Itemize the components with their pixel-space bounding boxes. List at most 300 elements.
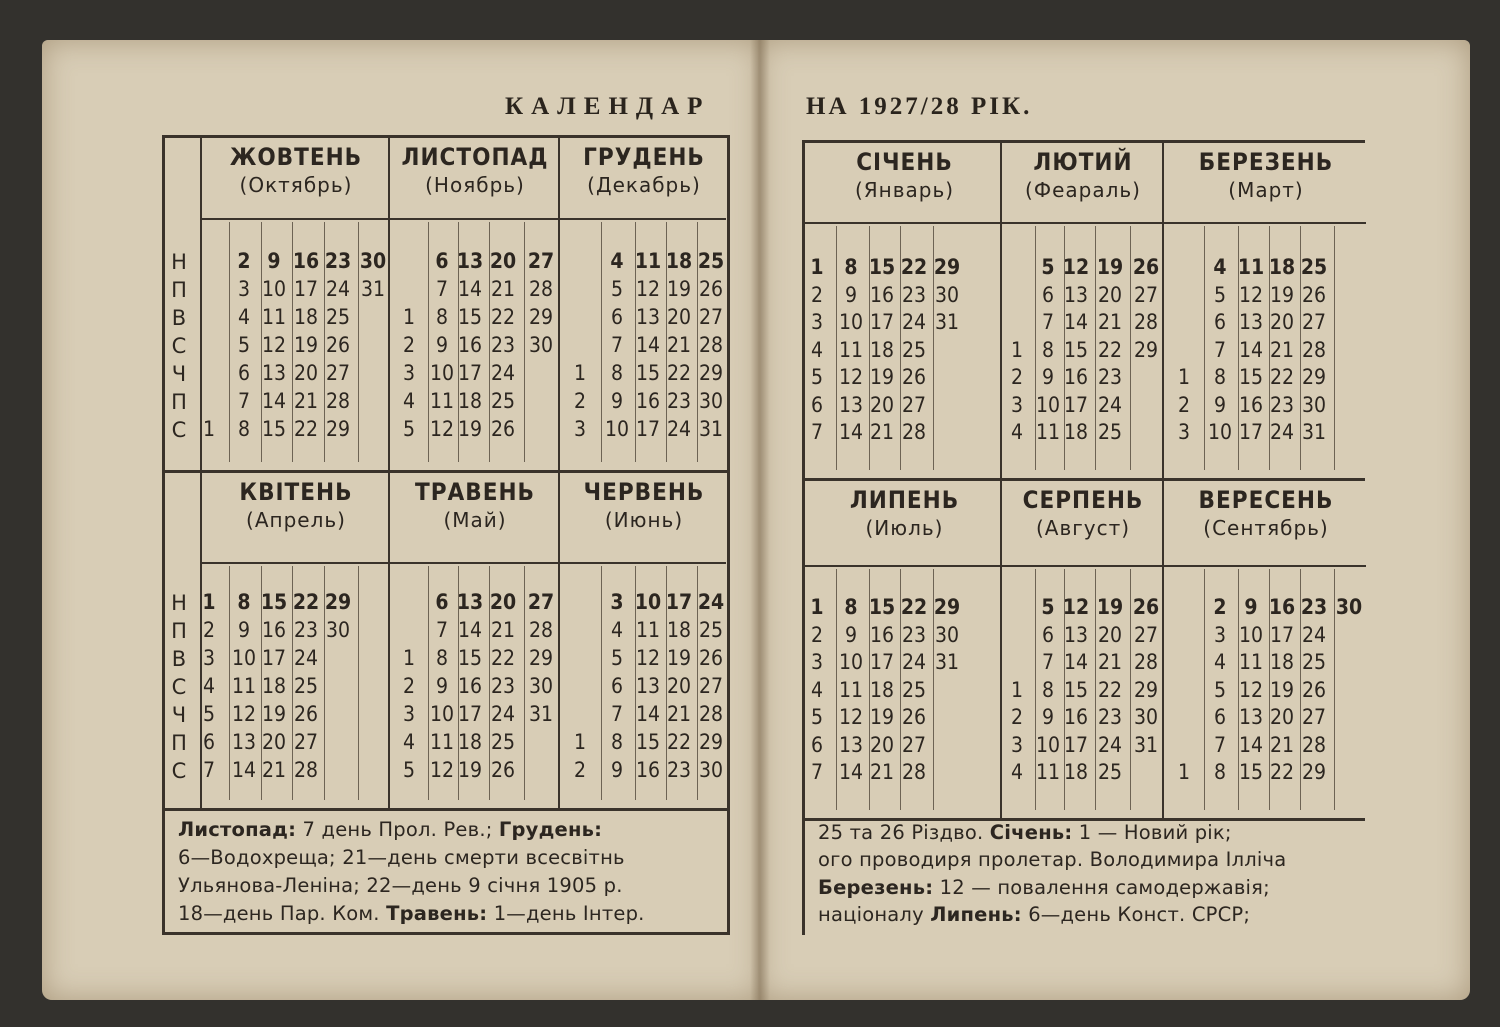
right-note-b2: Липень: [930, 903, 1022, 926]
right-note-line [818, 848, 1286, 871]
day-cell: 1 [1010, 677, 1024, 702]
day-cell: 13 [838, 732, 864, 757]
day-cell: 23 [901, 282, 927, 307]
day-cell: 3 [237, 277, 251, 301]
day-cell: 13 [456, 249, 484, 273]
left-note-b2: Травень: [386, 902, 488, 925]
day-cell: 16 [635, 389, 661, 413]
day-cell: 11 [838, 337, 864, 362]
day-cell: 30 [325, 618, 351, 642]
day-cell: 28 [1133, 650, 1159, 674]
day-cell: 25 [1097, 420, 1123, 444]
day-cell: 7 [1213, 337, 1227, 362]
day-cell: 6 [435, 249, 449, 273]
day-cell: 19 [1269, 282, 1295, 307]
right-note-line [818, 903, 1250, 926]
day-cell: 29 [933, 255, 961, 279]
day-cell: 11 [1035, 420, 1061, 444]
day-cell: 5 [402, 417, 416, 441]
day-cell: 14 [457, 618, 483, 642]
day-cell: 12 [635, 646, 661, 670]
day-cell: 17 [635, 417, 661, 441]
day-cell: 3 [573, 417, 587, 441]
day-cell: 27 [1301, 705, 1327, 729]
day-cell: 13 [838, 392, 864, 417]
day-cell: 26 [1301, 677, 1327, 702]
day-cell: 4 [810, 337, 824, 362]
day-cell: 5 [1213, 282, 1227, 307]
day-cell: 16 [457, 333, 483, 357]
left-note-t2: 1—день Інтер. [487, 902, 645, 925]
day-cell: 23 [324, 249, 352, 273]
day-cell: 19 [1096, 255, 1124, 279]
day-cell: 26 [698, 646, 724, 670]
day-cell: 13 [1238, 705, 1264, 729]
day-cell: 31 [1301, 420, 1327, 444]
day-cell: 21 [490, 618, 516, 642]
day-cell: 24 [1269, 420, 1295, 444]
day-cell: 2 [202, 618, 216, 642]
day-cell: 19 [261, 702, 287, 726]
day-cell: 13 [635, 305, 661, 329]
day-cell: 18 [665, 249, 693, 273]
day-cell: 14 [838, 760, 864, 784]
right-note-t1: 12 — повалення самодержавія; [933, 876, 1270, 899]
day-cell: 20 [489, 249, 517, 273]
day-cell: 28 [1301, 337, 1327, 362]
day-cell: 1 [402, 646, 416, 670]
day-cell: 9 [267, 249, 281, 273]
month-sub: (Октябрь) [239, 173, 353, 197]
day-cell: 29 [933, 595, 961, 619]
day-cell: 15 [635, 361, 661, 385]
day-cell: 30 [934, 622, 960, 647]
day-cell: 24 [901, 650, 927, 674]
day-cell: 6 [202, 730, 216, 754]
day-cell: 1 [1177, 760, 1191, 784]
day-cell: 7 [237, 389, 251, 413]
day-cell: 7 [1213, 732, 1227, 757]
month-name: ЛИПЕНЬ [849, 486, 960, 514]
day-cell: 6 [1213, 705, 1227, 729]
day-cell: 9 [435, 674, 449, 698]
day-cell: 19 [457, 417, 483, 441]
day-cell: 18 [457, 730, 483, 754]
day-cell: 17 [293, 277, 319, 301]
day-cell: 4 [610, 618, 624, 642]
day-cell: 19 [457, 758, 483, 782]
day-cell: 3 [402, 702, 416, 726]
left-note-line [178, 818, 602, 841]
header-left: КАЛЕНДАР [505, 93, 711, 120]
day-cell: 11 [838, 677, 864, 702]
day-cell: 9 [1244, 595, 1258, 619]
day-cell: 22 [292, 590, 320, 614]
day-cell: 27 [293, 730, 319, 754]
left-note-t1: 7 день Прол. Рев.; [296, 818, 499, 841]
day-cell: 17 [1238, 420, 1264, 444]
day-cell: 6 [435, 590, 449, 614]
day-cell: 30 [528, 674, 554, 698]
day-cell: 2 [402, 674, 416, 698]
day-cell: 1 [402, 305, 416, 329]
day-cell: 5 [610, 277, 624, 301]
day-cell: 14 [1238, 732, 1264, 757]
day-cell: 11 [429, 389, 455, 413]
day-cell: 8 [844, 595, 858, 619]
day-cell: 9 [1213, 392, 1227, 417]
day-cell: 22 [900, 595, 928, 619]
day-cell: 24 [490, 702, 516, 726]
day-cell: 17 [1063, 732, 1089, 757]
left-note-t1: 18—день Пар. Ком. [178, 902, 387, 925]
day-cell: 21 [666, 333, 692, 357]
day-cell: 16 [1268, 595, 1296, 619]
day-cell: 14 [635, 702, 661, 726]
day-cell: 18 [666, 618, 692, 642]
day-cell: 27 [901, 732, 927, 757]
day-cell: 19 [869, 365, 895, 389]
day-cell: 23 [490, 333, 516, 357]
day-cell: 10 [429, 702, 455, 726]
day-cell: 26 [901, 365, 927, 389]
day-cell: 27 [1133, 282, 1159, 307]
month-sub: (Сентябрь) [1203, 516, 1329, 540]
day-cell: 14 [231, 758, 257, 782]
day-cell: 9 [1041, 365, 1055, 389]
right-note-t1: ого проводиря пролетар. Володимира Ілліча [818, 848, 1287, 871]
day-cell: 28 [901, 420, 927, 444]
day-cell: 12 [838, 365, 864, 389]
day-cell: 22 [1097, 677, 1123, 702]
day-cell: 3 [202, 646, 216, 670]
day-cell: 31 [934, 650, 960, 674]
day-cell: 21 [293, 389, 319, 413]
day-cell: 29 [325, 417, 351, 441]
month-sub: (Ноябрь) [425, 173, 525, 197]
day-cell: 24 [1097, 732, 1123, 757]
day-cell: 4 [402, 730, 416, 754]
day-cell: 24 [697, 590, 725, 614]
day-cell: 3 [1177, 420, 1191, 444]
day-cell: 26 [1301, 282, 1327, 307]
day-cell: 20 [869, 732, 895, 757]
day-cell: 3 [1213, 622, 1227, 647]
right-block1-col-sep [1162, 478, 1164, 818]
day-cell: 2 [573, 389, 587, 413]
right-block1-header-rule [805, 565, 1366, 567]
weekday-label: П [171, 390, 187, 414]
day-cell: 5 [237, 333, 251, 357]
day-cell: 29 [698, 361, 724, 385]
day-cell: 5 [402, 758, 416, 782]
day-cell: 16 [292, 249, 320, 273]
month-sub: (Апрель) [246, 508, 346, 532]
weekday-label: В [171, 306, 187, 330]
left-block0-col-sep [388, 135, 390, 470]
day-cell: 30 [1335, 595, 1363, 619]
day-cell: 17 [457, 702, 483, 726]
day-cell: 1 [573, 361, 587, 385]
day-cell: 14 [1063, 310, 1089, 334]
right-block0-top-rule [802, 140, 1365, 143]
day-cell: 20 [666, 305, 692, 329]
day-cell: 1 [1177, 365, 1191, 389]
day-cell: 5 [1213, 677, 1227, 702]
weekday-label: П [171, 278, 187, 302]
day-cell: 23 [1097, 705, 1123, 729]
day-cell: 8 [237, 417, 251, 441]
day-cell: 9 [844, 622, 858, 647]
day-cell: 20 [489, 590, 517, 614]
day-cell: 2 [402, 333, 416, 357]
left-note-t1: Ульянова-Леніна; 22—день 9 січня 1905 р. [178, 874, 623, 897]
day-cell: 15 [457, 305, 483, 329]
day-cell: 29 [1133, 337, 1159, 362]
day-cell: 7 [610, 333, 624, 357]
day-cell: 10 [838, 310, 864, 334]
day-cell: 15 [457, 646, 483, 670]
day-cell: 10 [838, 650, 864, 674]
day-cell: 4 [610, 249, 624, 273]
day-cell: 6 [610, 674, 624, 698]
day-cell: 1 [810, 255, 824, 279]
left-note-line [178, 874, 623, 897]
day-cell: 20 [1269, 705, 1295, 729]
day-cell: 11 [1035, 760, 1061, 784]
day-cell: 11 [261, 305, 287, 329]
day-cell: 20 [869, 392, 895, 417]
day-cell: 24 [1097, 392, 1123, 417]
day-cell: 24 [325, 277, 351, 301]
month-sub: (Феараль) [1025, 178, 1141, 202]
day-cell: 3 [1010, 732, 1024, 757]
day-cell: 16 [1238, 392, 1264, 417]
day-cell: 25 [1300, 255, 1328, 279]
day-cell: 21 [1097, 310, 1123, 334]
day-cell: 24 [490, 361, 516, 385]
day-cell: 6 [810, 392, 824, 417]
day-cell: 21 [1269, 337, 1295, 362]
day-cell: 11 [635, 618, 661, 642]
day-cell: 28 [698, 702, 724, 726]
month-name: ВЕРЕСЕНЬ [1198, 486, 1334, 514]
day-cell: 29 [324, 590, 352, 614]
day-cell: 25 [697, 249, 725, 273]
day-cell: 14 [261, 389, 287, 413]
day-cell: 29 [1301, 365, 1327, 389]
day-cell: 15 [1063, 337, 1089, 362]
day-cell: 27 [1133, 622, 1159, 647]
day-cell: 22 [1097, 337, 1123, 362]
month-name: СЕРПЕНЬ [1022, 486, 1144, 514]
day-cell: 14 [1063, 650, 1089, 674]
day-cell: 9 [435, 333, 449, 357]
day-cell: 27 [698, 305, 724, 329]
weekday-label: Н [171, 250, 187, 274]
day-cell: 21 [869, 420, 895, 444]
weekday-label: С [171, 334, 187, 358]
left-block0-header-rule [200, 218, 726, 220]
day-cell: 27 [901, 392, 927, 417]
left-note-t1: 6—Водохреща; 21—день смерти всесвітнь [178, 846, 625, 869]
day-cell: 8 [844, 255, 858, 279]
day-cell: 22 [490, 305, 516, 329]
weekday-label: С [171, 418, 187, 442]
day-cell: 22 [1269, 760, 1295, 784]
left-footer-rule [162, 808, 727, 811]
day-cell: 13 [1238, 310, 1264, 334]
day-cell: 13 [261, 361, 287, 385]
day-cell: 17 [1269, 622, 1295, 647]
day-cell: 22 [900, 255, 928, 279]
day-cell: 30 [1133, 705, 1159, 729]
day-cell: 8 [610, 730, 624, 754]
day-cell: 30 [1301, 392, 1327, 417]
day-cell: 29 [528, 646, 554, 670]
day-cell: 29 [698, 730, 724, 754]
day-cell: 10 [231, 646, 257, 670]
day-cell: 4 [1010, 420, 1024, 444]
day-cell: 12 [429, 758, 455, 782]
left-block1-header-rule [200, 562, 726, 564]
day-cell: 31 [360, 277, 386, 301]
left-block0-col-sep [558, 135, 560, 470]
day-cell: 16 [635, 758, 661, 782]
day-cell: 23 [901, 622, 927, 647]
day-cell: 7 [1041, 650, 1055, 674]
grid-rule [358, 566, 359, 800]
day-cell: 4 [237, 305, 251, 329]
day-cell: 28 [293, 758, 319, 782]
day-cell: 8 [435, 305, 449, 329]
day-cell: 13 [1063, 282, 1089, 307]
day-cell: 8 [1213, 760, 1227, 784]
day-cell: 27 [1301, 310, 1327, 334]
day-cell: 6 [610, 305, 624, 329]
month-sub: (Декабрь) [587, 173, 701, 197]
weekday-label: Н [171, 591, 187, 615]
day-cell: 14 [635, 333, 661, 357]
day-cell: 12 [838, 705, 864, 729]
day-cell: 3 [810, 650, 824, 674]
day-cell: 5 [1041, 255, 1055, 279]
day-cell: 5 [810, 705, 824, 729]
day-cell: 17 [457, 361, 483, 385]
day-cell: 8 [237, 590, 251, 614]
day-cell: 18 [869, 677, 895, 702]
right-note-t2: 1 — Новий рік; [1072, 821, 1232, 844]
day-cell: 17 [869, 310, 895, 334]
day-cell: 8 [1041, 677, 1055, 702]
weekday-label: Ч [171, 362, 187, 386]
day-cell: 16 [457, 674, 483, 698]
day-cell: 2 [1177, 392, 1191, 417]
month-name: ТРАВЕНЬ [415, 478, 535, 506]
day-cell: 14 [457, 277, 483, 301]
day-cell: 11 [429, 730, 455, 754]
day-cell: 20 [1269, 310, 1295, 334]
weekday-label: В [171, 647, 187, 671]
day-cell: 9 [844, 282, 858, 307]
day-cell: 11 [634, 249, 662, 273]
day-cell: 8 [1041, 337, 1055, 362]
day-cell: 16 [869, 622, 895, 647]
day-cell: 11 [231, 674, 257, 698]
month-name: ГРУДЕНЬ [583, 143, 705, 171]
right-note-line [818, 821, 1232, 844]
day-cell: 7 [435, 618, 449, 642]
day-cell: 15 [261, 417, 287, 441]
month-name: КВІТЕНЬ [239, 478, 353, 506]
day-cell: 9 [1041, 705, 1055, 729]
day-cell: 24 [293, 646, 319, 670]
day-cell: 21 [261, 758, 287, 782]
day-cell: 9 [237, 618, 251, 642]
right-note-line [818, 876, 1270, 899]
month-sub: (Январь) [854, 178, 955, 202]
left-note-line [178, 902, 645, 925]
day-cell: 28 [1133, 310, 1159, 334]
day-cell: 17 [869, 650, 895, 674]
day-cell: 30 [528, 333, 554, 357]
day-cell: 8 [435, 646, 449, 670]
day-cell: 7 [202, 758, 216, 782]
day-cell: 15 [1238, 365, 1264, 389]
day-cell: 12 [1062, 255, 1090, 279]
weekday-label: Ч [171, 703, 187, 727]
day-cell: 12 [429, 417, 455, 441]
day-cell: 15 [260, 590, 288, 614]
day-cell: 8 [1213, 365, 1227, 389]
weekday-label: С [171, 675, 187, 699]
day-cell: 20 [1097, 282, 1123, 307]
month-name: ЖОВТЕНЬ [229, 143, 363, 171]
day-cell: 4 [402, 389, 416, 413]
day-cell: 31 [934, 310, 960, 334]
day-cell: 25 [490, 730, 516, 754]
left-note-line [178, 846, 625, 869]
weekday-label: П [171, 619, 187, 643]
day-cell: 25 [293, 674, 319, 698]
day-cell: 22 [293, 417, 319, 441]
day-cell: 17 [1063, 392, 1089, 417]
day-cell: 5 [1041, 595, 1055, 619]
day-cell: 3 [402, 361, 416, 385]
day-cell: 30 [698, 389, 724, 413]
book-gutter [750, 40, 770, 1000]
month-name: ЛЮТИЙ [1033, 148, 1133, 176]
day-cell: 25 [698, 618, 724, 642]
day-cell: 15 [635, 730, 661, 754]
day-cell: 18 [1269, 650, 1295, 674]
day-cell: 28 [901, 760, 927, 784]
day-cell: 28 [698, 333, 724, 357]
day-cell: 4 [1213, 650, 1227, 674]
right-note-t1: націоналу [818, 903, 931, 926]
month-sub: (Август) [1035, 516, 1131, 540]
day-cell: 2 [1010, 365, 1024, 389]
day-cell: 27 [527, 590, 555, 614]
day-cell: 21 [1097, 650, 1123, 674]
left-block1-top-rule [162, 470, 727, 473]
day-cell: 15 [1063, 677, 1089, 702]
day-cell: 24 [1301, 622, 1327, 647]
day-cell: 10 [634, 590, 662, 614]
day-cell: 30 [359, 249, 387, 273]
day-cell: 20 [666, 674, 692, 698]
day-cell: 26 [293, 702, 319, 726]
